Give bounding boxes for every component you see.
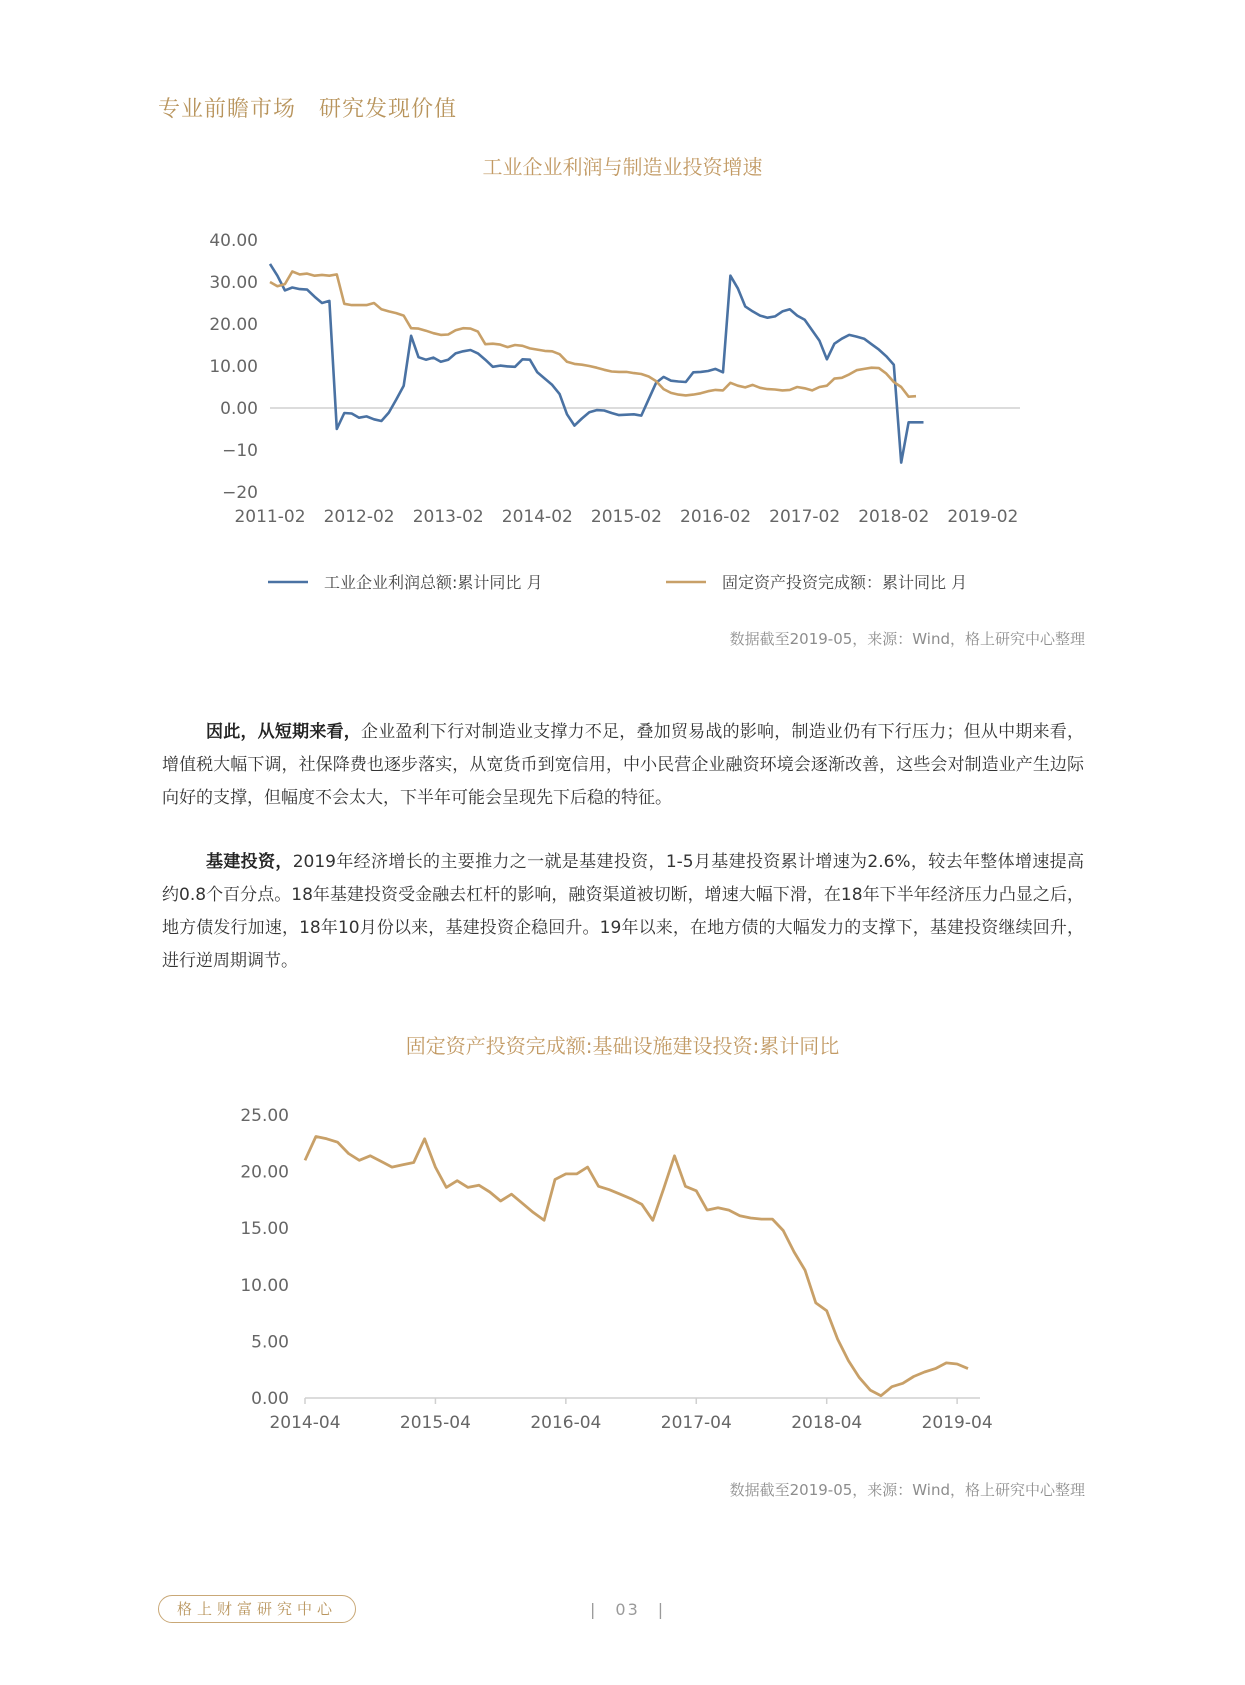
paragraph-body: 2019年经济增长的主要推力之一就是基建投资，1-5月基建投资累计增速为2.6%，较去年整体增速提高约0.8个百分点。18年基建投资受金融去杠杆的影响，融资渠道被切断，增速大幅下滑，在18年下半年经济压力凸显之后，地方债发行加速，18年10月份以来，基建投资企稳回升。19年以来，在地方债的大幅发力的支撑下，基建投资继续回升，进行逆周期调节。 [162, 852, 1085, 971]
y-tick-label: −10 [222, 441, 258, 461]
x-tick-label: 2016-04 [530, 1413, 602, 1430]
y-tick-label: 5.00 [251, 1332, 289, 1353]
y-tick-label: −20 [222, 483, 258, 503]
series-line-2 [270, 272, 916, 397]
chart1-title: 工业企业利润与制造业投资增速 [482, 155, 763, 179]
chart1-source-note: 数据截至2019-05，来源：Wind，格上研究中心整理 [729, 630, 1085, 648]
paragraph-lead: 基建投资， [206, 852, 293, 872]
y-tick-label: 20.00 [240, 1162, 289, 1183]
chart2-source-note: 数据截至2019-05，来源：Wind，格上研究中心整理 [729, 1481, 1085, 1499]
x-tick-label: 2014-02 [501, 507, 573, 527]
x-tick-label: 2013-02 [412, 507, 484, 527]
series-line-1 [305, 1137, 968, 1396]
page-header: 专业前瞻市场 研究发现价值 [158, 97, 458, 122]
x-tick-label: 2014-04 [269, 1413, 341, 1430]
x-tick-label: 2019-04 [921, 1413, 993, 1430]
paragraph-lead: 因此，从短期来看， [206, 722, 361, 742]
y-tick-label: 15.00 [240, 1219, 289, 1240]
y-tick-label: 25.00 [240, 1106, 289, 1126]
x-tick-label: 2015-02 [590, 507, 662, 527]
x-tick-label: 2018-04 [791, 1413, 863, 1430]
x-tick-label: 2011-02 [234, 507, 306, 527]
y-tick-label: 40.00 [209, 231, 258, 251]
y-tick-label: 0.00 [220, 399, 258, 419]
page-number: | 03 | [590, 1600, 666, 1619]
chart1-svg [0, 220, 1245, 640]
x-tick-label: 2012-02 [323, 507, 395, 527]
footer-org-badge: 格上财富研究中心 [158, 1595, 356, 1623]
x-tick-label: 2018-02 [858, 507, 930, 527]
x-tick-label: 2017-02 [769, 507, 841, 527]
legend-label: 固定资产投资完成额：累计同比 月 [722, 573, 968, 592]
paragraph-infrastructure [162, 846, 1084, 978]
x-tick-label: 2016-02 [680, 507, 752, 527]
paragraph-body: 企业盈利下行对制造业支撑力不足，叠加贸易战的影响，制造业仍有下行压力；但从中期来看，增值税大幅下调，社保降费也逐步落实，从宽货币到宽信用，中小民营企业融资环境会逐渐改善，这些会对制造业产生边际向好的支撑，但幅度不会太大，下半年可能会呈现先下后稳的特征。 [162, 722, 1085, 808]
y-tick-label: 10.00 [240, 1275, 289, 1296]
y-tick-label: 30.00 [209, 273, 258, 293]
x-tick-label: 2019-02 [947, 507, 1019, 527]
x-tick-label: 2015-04 [399, 1413, 471, 1430]
x-tick-label: 2017-04 [660, 1413, 732, 1430]
chart2-title: 固定资产投资完成额:基础设施建设投资:累计同比 [405, 1034, 840, 1058]
y-tick-label: 0.00 [251, 1389, 289, 1409]
paragraph-manufacturing [162, 716, 1084, 815]
y-tick-label: 20.00 [209, 315, 258, 335]
chart2-svg [0, 1090, 1245, 1430]
series-line-1 [270, 264, 924, 463]
y-tick-label: 10.00 [209, 357, 258, 377]
legend-label: 工业企业利润总额:累计同比 月 [324, 573, 543, 592]
